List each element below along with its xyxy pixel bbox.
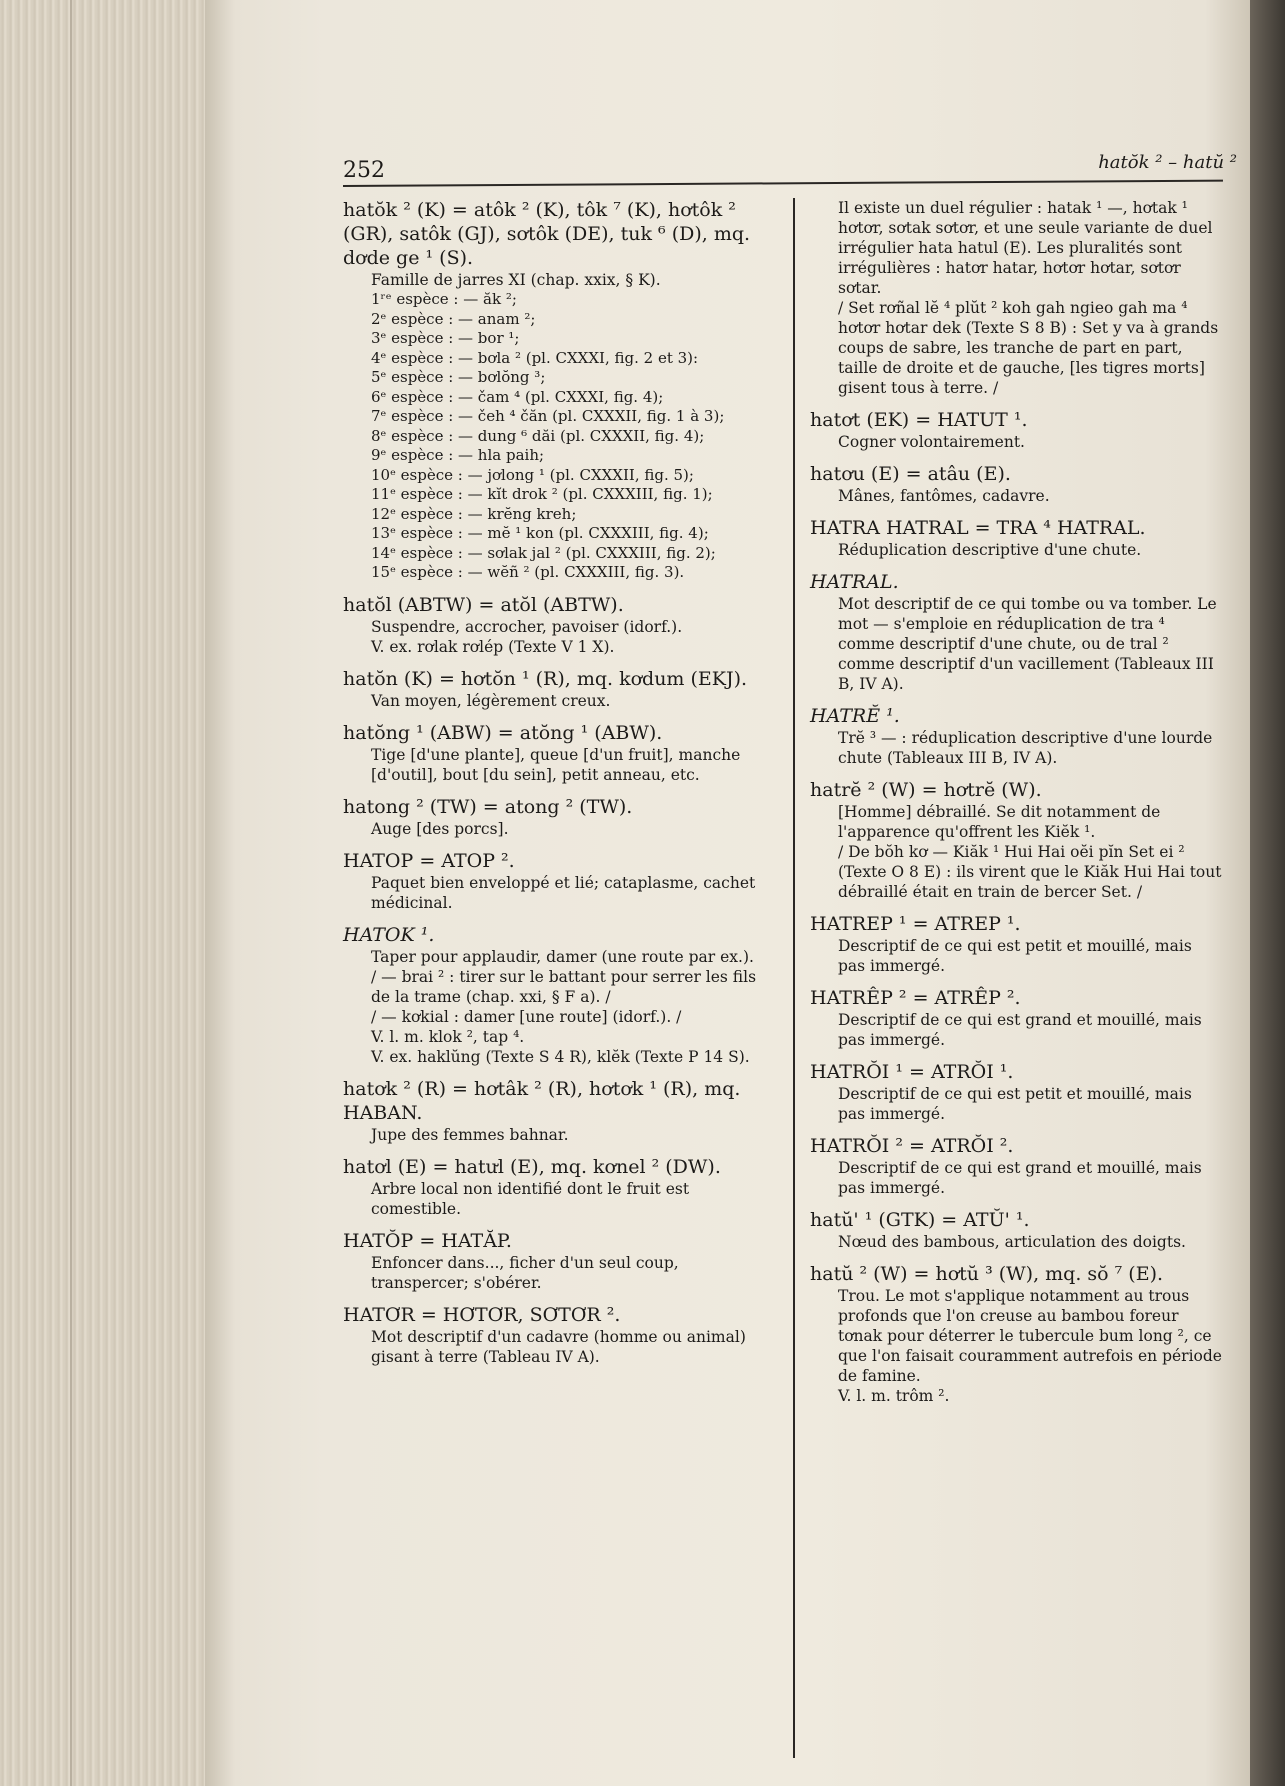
headword: HATRŎI ² = ATRŎI ². xyxy=(810,1135,1014,1157)
entry xyxy=(343,795,773,839)
entry xyxy=(810,1208,1222,1252)
entry xyxy=(343,1077,773,1145)
running-head: hatŏk ² – hatŭ ² xyxy=(1098,152,1237,173)
cross-reference: V. ex. rơlak rơlép (Texte V 1 X). xyxy=(371,637,615,656)
entry xyxy=(810,1060,1222,1124)
list-item: 15ᵉ espèce : — wĕñ ² (pl. CXXXIII, fig. 3). xyxy=(371,563,685,581)
definition: Arbre local non identifié dont le fruit est comestible. xyxy=(371,1179,690,1218)
headword: HATREP ¹ = ATREP ¹. xyxy=(810,913,1021,935)
headword: HATRA HATRAL = TRA ⁴ HATRAL. xyxy=(810,517,1146,539)
entry xyxy=(810,516,1222,560)
example: / De bŏh kơ — Kiăk ¹ Hui Hai oĕi pĭn Set ei ² (Texte O 8 E) : ils virent que le Kiăk Hui Hai tout débraillé était en train de bercer Set. / xyxy=(838,843,1222,901)
cross-reference: V. l. m. klok ², tap ⁴. xyxy=(371,1027,525,1046)
entry xyxy=(810,912,1222,976)
right-page-shadow xyxy=(1250,0,1285,1786)
entry xyxy=(343,849,773,913)
headword: hatơl (E) = hatưl (E), mq. kơnel ² (DW). xyxy=(343,1155,721,1178)
definition: Paquet bien enveloppé et lié; cataplasme, cachet médicinal. xyxy=(371,873,756,912)
headword: hatŏn (K) = hơtŏn ¹ (R), mq. kơdum (EKJ). xyxy=(343,667,748,690)
definition: Il existe un duel régulier : hatak ¹ —, hơtak ¹ hơtơr, sơtak sơtơr, et une seule variante de duel irrégulier hata hatul (E). Les pluralités sont irrégulières : hatơr hatar, hơtơr hơtar, sơtơr sơtar. xyxy=(838,199,1213,297)
headword: HATŎP = HATĂP. xyxy=(343,1229,512,1252)
entry xyxy=(810,704,1222,768)
headword: hatŏk ² (K) = atôk ² (K), tôk ⁷ (K), hơtôk ² (GR), satôk (GJ), sơtôk (DE), tuk ⁶ (D), mq. dơde ge ¹ (S). xyxy=(343,199,751,269)
definition: Descriptif de ce qui est grand et mouillé, mais pas immergé. xyxy=(838,1159,1202,1197)
definition: Auge [des porcs]. xyxy=(371,819,509,838)
entry xyxy=(343,1155,773,1219)
species-list xyxy=(343,290,773,583)
headword: hatŏl (ABTW) = atŏl (ABTW). xyxy=(343,593,624,616)
definition: Mot descriptif d'un cadavre (homme ou animal) gisant à terre (Tableau IV A). xyxy=(371,1327,746,1366)
headword: HATRÊP ² = ATRÊP ². xyxy=(810,987,1021,1009)
entry xyxy=(810,1134,1222,1198)
entry xyxy=(810,462,1222,506)
example: / — kơkial : damer [une route] (idorf.). / xyxy=(371,1007,682,1026)
right-column xyxy=(810,198,1222,1416)
definition: Nœud des bambous, articulation des doigts. xyxy=(838,1233,1186,1251)
definition: Descriptif de ce qui est petit et mouillé, mais pas immergé. xyxy=(838,937,1192,975)
entry xyxy=(810,1262,1222,1406)
entry-continuation xyxy=(810,198,1222,398)
headword: HATOK ¹. xyxy=(343,923,435,946)
headword: hatong ² (TW) = atong ² (TW). xyxy=(343,795,633,818)
column-rule xyxy=(793,198,795,1758)
definition: [Homme] débraillé. Se dit notamment de l'apparence qu'offrent les Kiĕk ¹. xyxy=(838,803,1161,841)
headword: hatŏng ¹ (ABW) = atŏng ¹ (ABW). xyxy=(343,721,663,744)
example: / Set rơñal lĕ ⁴ plŭt ² koh gah ngieo gah ma ⁴ hơtơr hơtar dek (Texte S 8 B) : Set y va à grands coups de sabre, les tranche de part en part, taille de droite et de gauche, [les tigres morts] gisent tous à terre. / xyxy=(838,299,1219,397)
cross-reference: V. ex. haklŭng (Texte S 4 R), klĕk (Texte P 14 S). xyxy=(371,1047,750,1066)
entry xyxy=(343,593,773,657)
left-page-edges xyxy=(0,0,210,1786)
headword: hatŭ' ¹ (GTK) = ATŬ' ¹. xyxy=(810,1209,1030,1231)
list-item: 7ᵉ espèce : — čeh ⁴ čăn (pl. CXXXII, fig. 1 à 3); xyxy=(371,407,725,425)
list-item: 6ᵉ espèce : — čam ⁴ (pl. CXXXI, fig. 4); xyxy=(371,387,664,406)
list-item: 3ᵉ espèce : — bor ¹; xyxy=(371,329,520,347)
list-item: 5ᵉ espèce : — bơlŏng ³; xyxy=(371,368,546,386)
list-item: 11ᵉ espèce : — kĭt drok ² (pl. CXXXIII, fig. 1); xyxy=(371,485,713,503)
list-item: 12ᵉ espèce : — krĕng kreh; xyxy=(371,504,577,523)
definition: Mânes, fantômes, cadavre. xyxy=(838,487,1050,505)
list-item: 4ᵉ espèce : — bơla ² (pl. CXXXI, fig. 2 et 3): xyxy=(371,348,699,367)
definition: Descriptif de ce qui est petit et mouillé, mais pas immergé. xyxy=(838,1085,1192,1123)
entry xyxy=(343,1303,773,1367)
definition: Jupe des femmes bahnar. xyxy=(371,1125,569,1144)
entry xyxy=(343,1229,773,1293)
definition: Trĕ ³ — : réduplication descriptive d'une lourde chute (Tableaux III B, IV A). xyxy=(838,729,1213,767)
headword: HATOP = ATOP ². xyxy=(343,849,515,872)
definition: Descriptif de ce qui est grand et mouillé, mais pas immergé. xyxy=(838,1011,1202,1049)
headword: HATRŎI ¹ = ATRŎI ¹. xyxy=(810,1061,1014,1083)
example: / — brai ² : tirer sur le battant pour serrer les fils de la trame (chap. xxi, § F a). / xyxy=(371,967,757,1006)
list-item: 13ᵉ espèce : — mĕ ¹ kon (pl. CXXXIII, fig. 4); xyxy=(371,524,709,542)
headword: hatơt (EK) = HATUT ¹. xyxy=(810,409,1028,431)
definition: Taper pour applaudir, damer (une route par ex.). xyxy=(371,947,754,966)
entry xyxy=(343,721,773,785)
definition: Trou. Le mot s'applique notamment au trous profonds que l'on creuse au bambou foreur tơnak pour déterrer le tubercule bum long ², ce que l'on faisait couramment autrefois en période de famine. xyxy=(838,1287,1222,1385)
entry xyxy=(810,778,1222,902)
entry xyxy=(343,923,773,1067)
definition: Famille de jarres XI (chap. xxix, § K). xyxy=(371,271,661,289)
definition: Suspendre, accrocher, pavoiser (idorf.). xyxy=(371,617,683,636)
headword: HATƠR = HƠTƠR, SƠTƠR ². xyxy=(343,1303,621,1326)
entry xyxy=(343,667,773,711)
list-item: 8ᵉ espèce : — dung ⁶ dăi (pl. CXXXII, fig. 4); xyxy=(371,426,705,445)
entry xyxy=(810,408,1222,452)
entry xyxy=(810,570,1222,694)
definition: Van moyen, légèrement creux. xyxy=(371,691,611,710)
page-number: 252 xyxy=(343,158,385,183)
headword: HATRAL. xyxy=(810,571,899,593)
cross-reference: V. l. m. trôm ². xyxy=(838,1387,950,1405)
definition: Mot descriptif de ce qui tombe ou va tomber. Le mot — s'emploie en réduplication de tra ⁴ comme descriptif d'une chute, ou de tral ² comme descriptif d'un vacillement (Tableaux III B, IV A). xyxy=(838,595,1217,693)
entry xyxy=(810,986,1222,1050)
entry xyxy=(343,198,773,583)
headword: hatrĕ ² (W) = hơtrĕ (W). xyxy=(810,779,1042,801)
definition: Tige [d'une plante], queue [d'un fruit], manche [d'outil], bout [du sein], petit anneau, etc. xyxy=(371,745,741,784)
headword: hatŭ ² (W) = hơtŭ ³ (W), mq. sŏ ⁷ (E). xyxy=(810,1263,1164,1285)
list-item: 1ʳᵉ espèce : — ăk ²; xyxy=(371,290,517,308)
list-item: 14ᵉ espèce : — sơlak jal ² (pl. CXXXIII, fig. 2); xyxy=(371,543,716,562)
left-column xyxy=(343,198,773,1377)
definition: Réduplication descriptive d'une chute. xyxy=(838,541,1142,559)
headword: hatơk ² (R) = hơtâk ² (R), hơtơk ¹ (R), mq. HABAN. xyxy=(343,1077,741,1124)
definition: Enfoncer dans..., ficher d'un seul coup, transpercer; s'obérer. xyxy=(371,1253,679,1292)
list-item: 10ᵉ espèce : — jơlong ¹ (pl. CXXXII, fig. 5); xyxy=(371,465,694,484)
headword: hatơu (E) = atâu (E). xyxy=(810,463,1011,485)
headword: HATRĔ ¹. xyxy=(810,705,900,727)
list-item: 2ᵉ espèce : — anam ²; xyxy=(371,309,536,328)
list-item: 9ᵉ espèce : — hla paih; xyxy=(371,446,545,464)
definition: Cogner volontairement. xyxy=(838,433,1025,451)
